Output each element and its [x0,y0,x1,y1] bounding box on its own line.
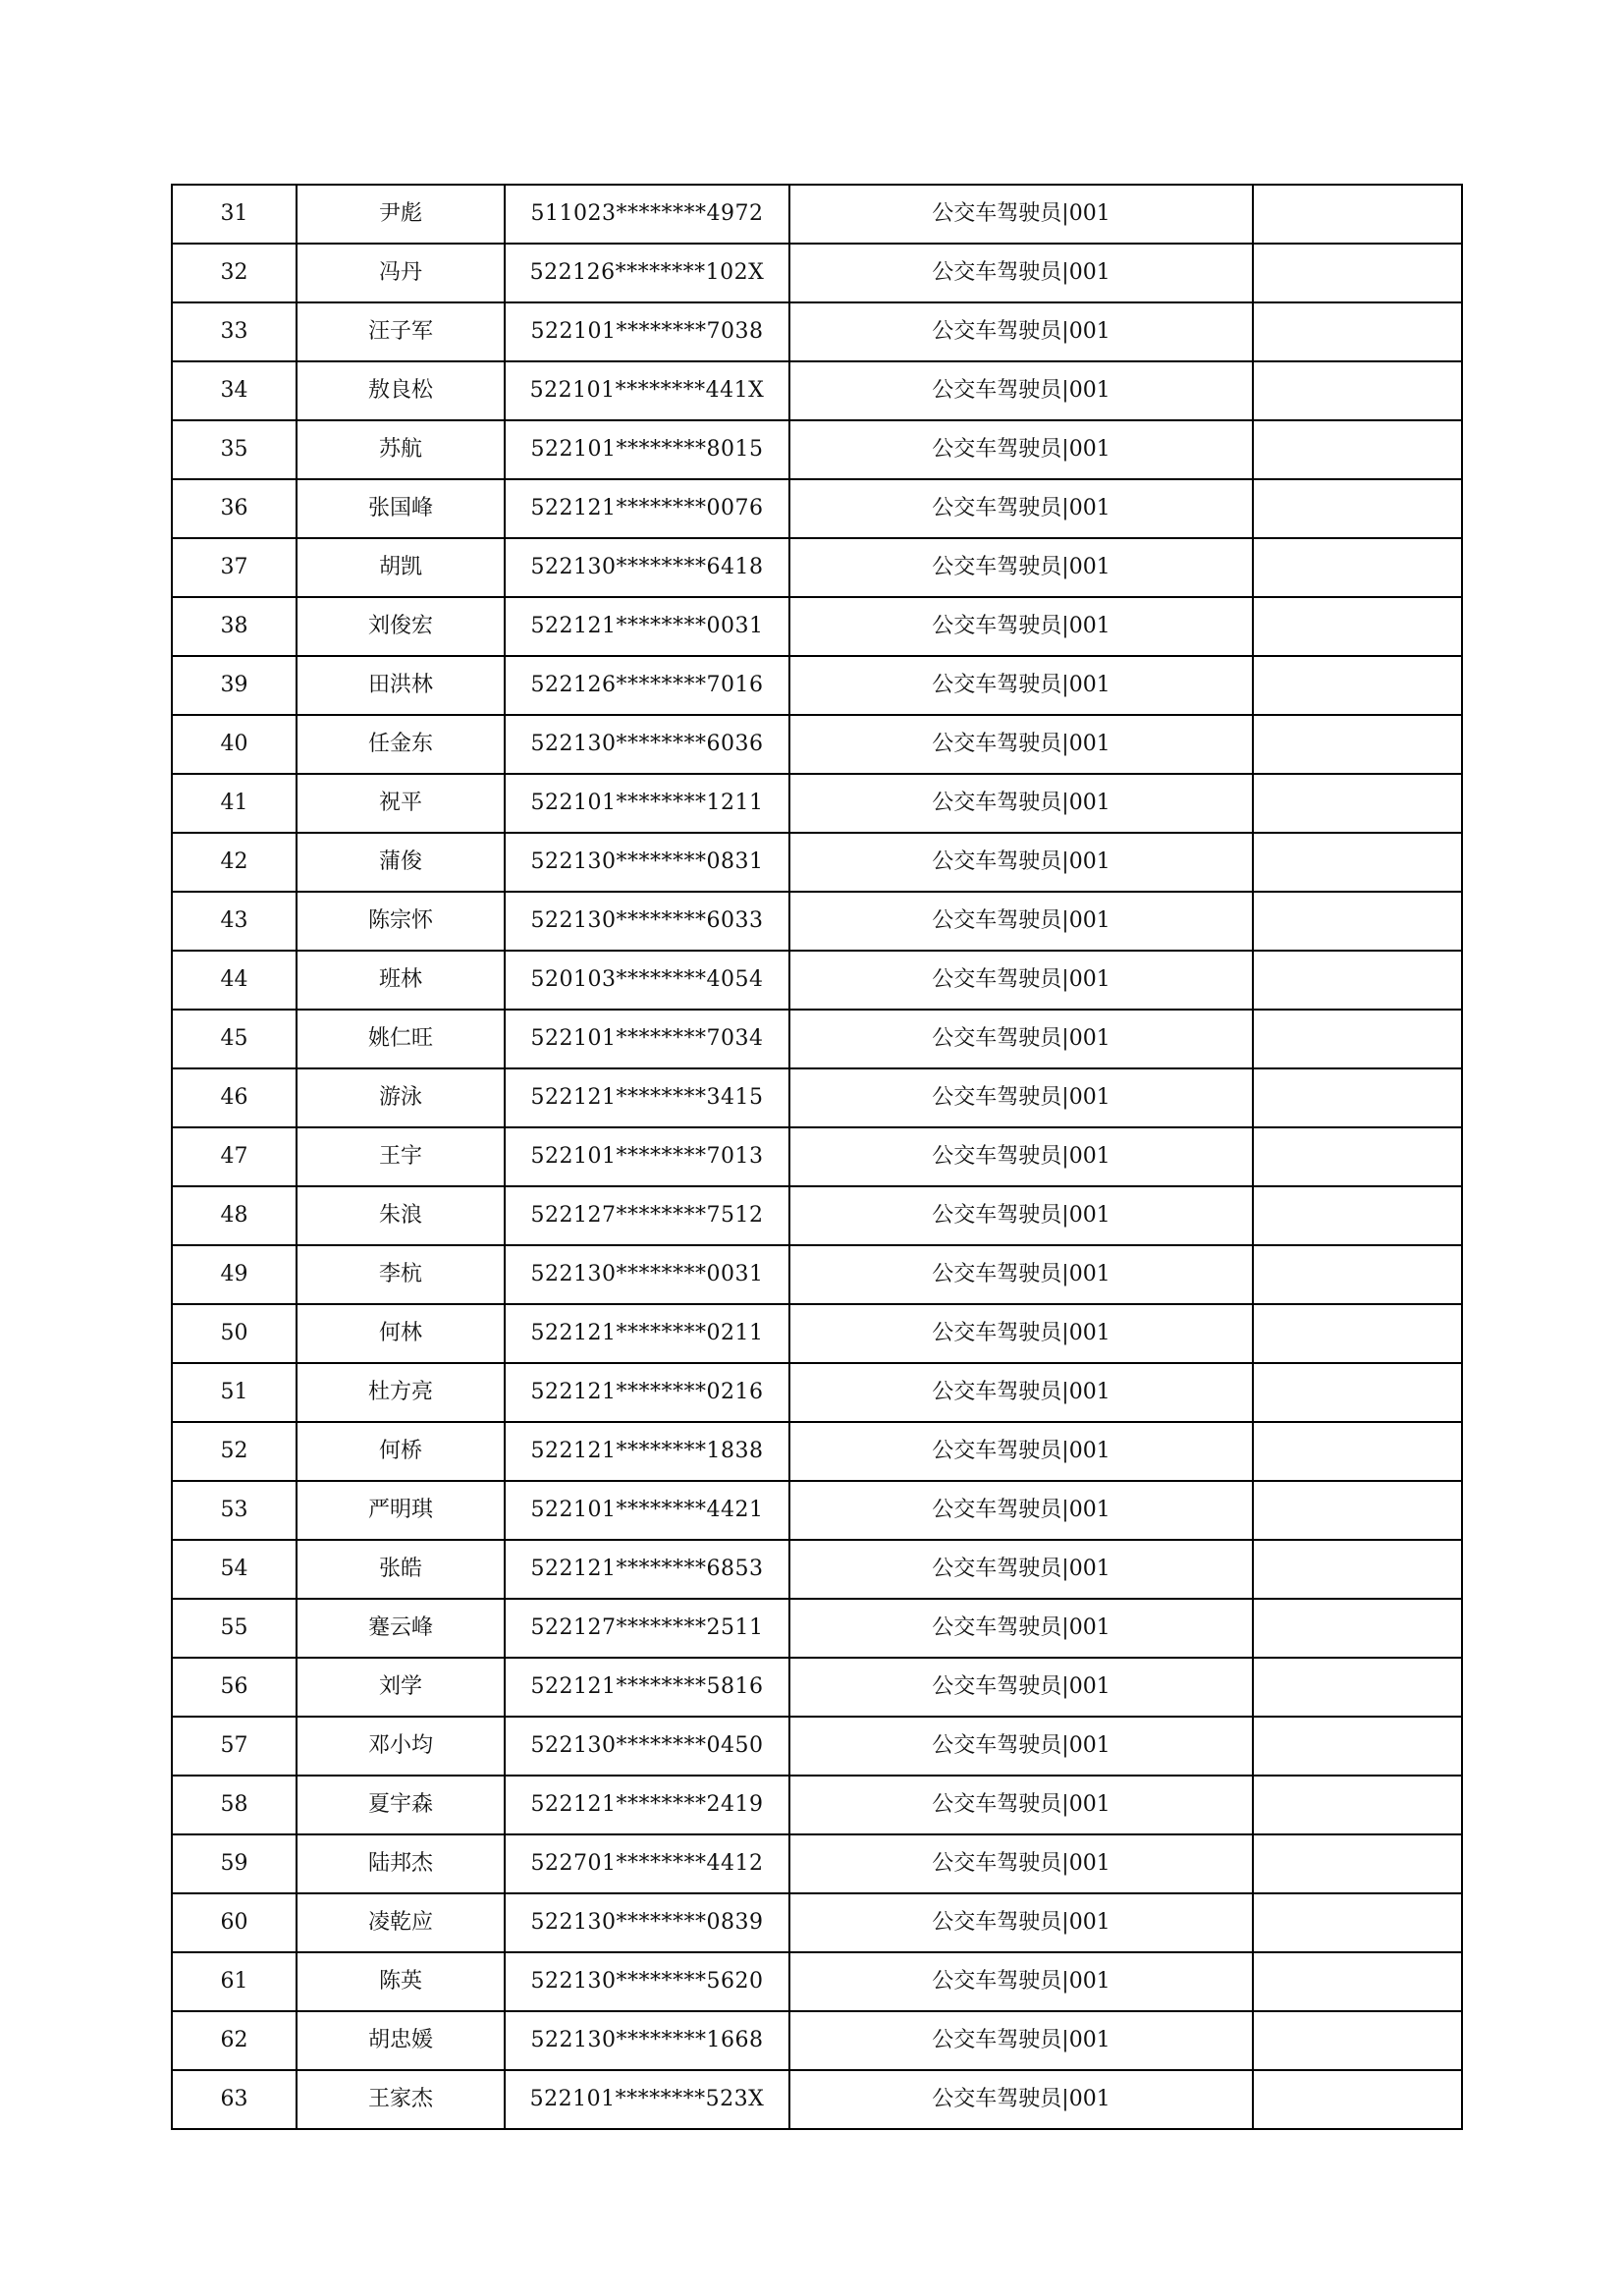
row-number-cell: 54 [172,1540,297,1599]
note-cell [1253,420,1462,479]
position-cell: 公交车驾驶员|001 [789,1952,1253,2011]
table-row [172,774,1462,833]
position-cell: 公交车驾驶员|001 [789,1245,1253,1304]
position-cell: 公交车驾驶员|001 [789,420,1253,479]
row-number-cell: 56 [172,1658,297,1717]
position-cell: 公交车驾驶员|001 [789,244,1253,302]
name-cell: 王家杰 [297,2070,505,2129]
table-row [172,1010,1462,1068]
id-number-cell: 522130********6036 [505,715,789,774]
position-cell: 公交车驾驶员|001 [789,1717,1253,1776]
note-cell [1253,1717,1462,1776]
table-row [172,361,1462,420]
note-cell [1253,656,1462,715]
id-number-cell: 522127********7512 [505,1186,789,1245]
table-row [172,1717,1462,1776]
position-cell: 公交车驾驶员|001 [789,479,1253,538]
id-number-cell: 522101********7013 [505,1127,789,1186]
id-number-cell: 522130********1668 [505,2011,789,2070]
position-cell: 公交车驾驶员|001 [789,2070,1253,2129]
row-number-cell: 50 [172,1304,297,1363]
note-cell [1253,302,1462,361]
position-cell: 公交车驾驶员|001 [789,1834,1253,1893]
table-row [172,2070,1462,2129]
row-number-cell: 41 [172,774,297,833]
note-cell [1253,361,1462,420]
id-number-cell: 522101********8015 [505,420,789,479]
position-cell: 公交车驾驶员|001 [789,361,1253,420]
name-cell: 张皓 [297,1540,505,1599]
row-number-cell: 63 [172,2070,297,2129]
table-row [172,1245,1462,1304]
position-cell: 公交车驾驶员|001 [789,1186,1253,1245]
row-number-cell: 60 [172,1893,297,1952]
position-cell: 公交车驾驶员|001 [789,656,1253,715]
note-cell [1253,1658,1462,1717]
name-cell: 刘学 [297,1658,505,1717]
note-cell [1253,1245,1462,1304]
row-number-cell: 58 [172,1776,297,1834]
table-row [172,2011,1462,2070]
note-cell [1253,1068,1462,1127]
name-cell: 胡忠媛 [297,2011,505,2070]
note-cell [1253,1127,1462,1186]
name-cell: 凌乾应 [297,1893,505,1952]
name-cell: 姚仁旺 [297,1010,505,1068]
row-number-cell: 32 [172,244,297,302]
position-cell: 公交车驾驶员|001 [789,1010,1253,1068]
note-cell [1253,1599,1462,1658]
id-number-cell: 522130********0450 [505,1717,789,1776]
note-cell [1253,1186,1462,1245]
table-row [172,1186,1462,1245]
position-cell: 公交车驾驶员|001 [789,1540,1253,1599]
row-number-cell: 33 [172,302,297,361]
id-number-cell: 520103********4054 [505,951,789,1010]
note-cell [1253,833,1462,892]
row-number-cell: 61 [172,1952,297,2011]
note-cell [1253,1893,1462,1952]
name-cell: 祝平 [297,774,505,833]
id-number-cell: 522130********0831 [505,833,789,892]
table-row [172,1776,1462,1834]
note-cell [1253,1304,1462,1363]
note-cell [1253,774,1462,833]
table-row [172,420,1462,479]
row-number-cell: 35 [172,420,297,479]
name-cell: 蹇云峰 [297,1599,505,1658]
name-cell: 朱浪 [297,1186,505,1245]
row-number-cell: 47 [172,1127,297,1186]
position-cell: 公交车驾驶员|001 [789,538,1253,597]
note-cell [1253,1481,1462,1540]
table-row [172,597,1462,656]
note-cell [1253,2011,1462,2070]
position-cell: 公交车驾驶员|001 [789,774,1253,833]
position-cell: 公交车驾驶员|001 [789,715,1253,774]
table-body [172,185,1462,2129]
position-cell: 公交车驾驶员|001 [789,1127,1253,1186]
position-cell: 公交车驾驶员|001 [789,951,1253,1010]
name-cell: 田洪林 [297,656,505,715]
note-cell [1253,1010,1462,1068]
table-row [172,715,1462,774]
table-row [172,1893,1462,1952]
name-cell: 王宇 [297,1127,505,1186]
id-number-cell: 522121********6853 [505,1540,789,1599]
id-number-cell: 522701********4412 [505,1834,789,1893]
name-cell: 陆邦杰 [297,1834,505,1893]
id-number-cell: 522121********0076 [505,479,789,538]
row-number-cell: 34 [172,361,297,420]
id-number-cell: 522130********6033 [505,892,789,951]
name-cell: 李杭 [297,1245,505,1304]
row-number-cell: 46 [172,1068,297,1127]
table-row [172,1658,1462,1717]
id-number-cell: 522130********0839 [505,1893,789,1952]
row-number-cell: 43 [172,892,297,951]
name-cell: 蒲俊 [297,833,505,892]
id-number-cell: 522121********1838 [505,1422,789,1481]
id-number-cell: 522130********5620 [505,1952,789,2011]
table-row [172,244,1462,302]
table-row [172,1068,1462,1127]
row-number-cell: 51 [172,1363,297,1422]
name-cell: 严明琪 [297,1481,505,1540]
id-number-cell: 522101********523X [505,2070,789,2129]
id-number-cell: 522127********2511 [505,1599,789,1658]
id-number-cell: 522101********4421 [505,1481,789,1540]
id-number-cell: 522130********6418 [505,538,789,597]
table-row [172,656,1462,715]
note-cell [1253,1363,1462,1422]
id-number-cell: 522101********1211 [505,774,789,833]
table-row [172,1599,1462,1658]
row-number-cell: 48 [172,1186,297,1245]
row-number-cell: 49 [172,1245,297,1304]
row-number-cell: 39 [172,656,297,715]
id-number-cell: 522130********0031 [505,1245,789,1304]
row-number-cell: 42 [172,833,297,892]
name-cell: 陈英 [297,1952,505,2011]
id-number-cell: 522121********0031 [505,597,789,656]
note-cell [1253,597,1462,656]
table-row [172,1952,1462,2011]
note-cell [1253,892,1462,951]
table-row [172,1422,1462,1481]
row-number-cell: 40 [172,715,297,774]
name-cell: 苏航 [297,420,505,479]
note-cell [1253,244,1462,302]
position-cell: 公交车驾驶员|001 [789,892,1253,951]
position-cell: 公交车驾驶员|001 [789,1422,1253,1481]
table-row [172,538,1462,597]
row-number-cell: 31 [172,185,297,244]
name-cell: 陈宗怀 [297,892,505,951]
id-number-cell: 522101********7038 [505,302,789,361]
name-cell: 班林 [297,951,505,1010]
id-number-cell: 522126********102X [505,244,789,302]
id-number-cell: 522121********2419 [505,1776,789,1834]
table-row [172,1834,1462,1893]
name-cell: 尹彪 [297,185,505,244]
note-cell [1253,2070,1462,2129]
id-number-cell: 522121********5816 [505,1658,789,1717]
row-number-cell: 37 [172,538,297,597]
position-cell: 公交车驾驶员|001 [789,1481,1253,1540]
row-number-cell: 53 [172,1481,297,1540]
position-cell: 公交车驾驶员|001 [789,1363,1253,1422]
table-row [172,1481,1462,1540]
position-cell: 公交车驾驶员|001 [789,1599,1253,1658]
row-number-cell: 36 [172,479,297,538]
position-cell: 公交车驾驶员|001 [789,1304,1253,1363]
position-cell: 公交车驾驶员|001 [789,1068,1253,1127]
position-cell: 公交车驾驶员|001 [789,2011,1253,2070]
row-number-cell: 52 [172,1422,297,1481]
name-cell: 胡凯 [297,538,505,597]
id-number-cell: 522101********441X [505,361,789,420]
position-cell: 公交车驾驶员|001 [789,833,1253,892]
note-cell [1253,538,1462,597]
name-cell: 何林 [297,1304,505,1363]
note-cell [1253,715,1462,774]
name-cell: 敖良松 [297,361,505,420]
id-number-cell: 522126********7016 [505,656,789,715]
table-row [172,833,1462,892]
id-number-cell: 522121********0211 [505,1304,789,1363]
note-cell [1253,951,1462,1010]
position-cell: 公交车驾驶员|001 [789,185,1253,244]
row-number-cell: 45 [172,1010,297,1068]
table-row [172,1363,1462,1422]
name-cell: 冯丹 [297,244,505,302]
name-cell: 汪子军 [297,302,505,361]
table-row [172,185,1462,244]
name-cell: 刘俊宏 [297,597,505,656]
note-cell [1253,479,1462,538]
table-row [172,1304,1462,1363]
position-cell: 公交车驾驶员|001 [789,302,1253,361]
row-number-cell: 55 [172,1599,297,1658]
note-cell [1253,1952,1462,2011]
candidate-table [171,184,1463,2130]
row-number-cell: 57 [172,1717,297,1776]
position-cell: 公交车驾驶员|001 [789,597,1253,656]
id-number-cell: 511023********4972 [505,185,789,244]
table-row [172,1127,1462,1186]
note-cell [1253,185,1462,244]
id-number-cell: 522121********0216 [505,1363,789,1422]
position-cell: 公交车驾驶员|001 [789,1776,1253,1834]
table-row [172,479,1462,538]
note-cell [1253,1834,1462,1893]
position-cell: 公交车驾驶员|001 [789,1658,1253,1717]
name-cell: 夏宇森 [297,1776,505,1834]
table-row [172,302,1462,361]
name-cell: 任金东 [297,715,505,774]
row-number-cell: 59 [172,1834,297,1893]
note-cell [1253,1776,1462,1834]
row-number-cell: 44 [172,951,297,1010]
name-cell: 何桥 [297,1422,505,1481]
name-cell: 邓小均 [297,1717,505,1776]
note-cell [1253,1422,1462,1481]
position-cell: 公交车驾驶员|001 [789,1893,1253,1952]
table-row [172,951,1462,1010]
id-number-cell: 522101********7034 [505,1010,789,1068]
name-cell: 游泳 [297,1068,505,1127]
note-cell [1253,1540,1462,1599]
row-number-cell: 62 [172,2011,297,2070]
id-number-cell: 522121********3415 [505,1068,789,1127]
name-cell: 杜方亮 [297,1363,505,1422]
table-row [172,1540,1462,1599]
table-row [172,892,1462,951]
name-cell: 张国峰 [297,479,505,538]
row-number-cell: 38 [172,597,297,656]
